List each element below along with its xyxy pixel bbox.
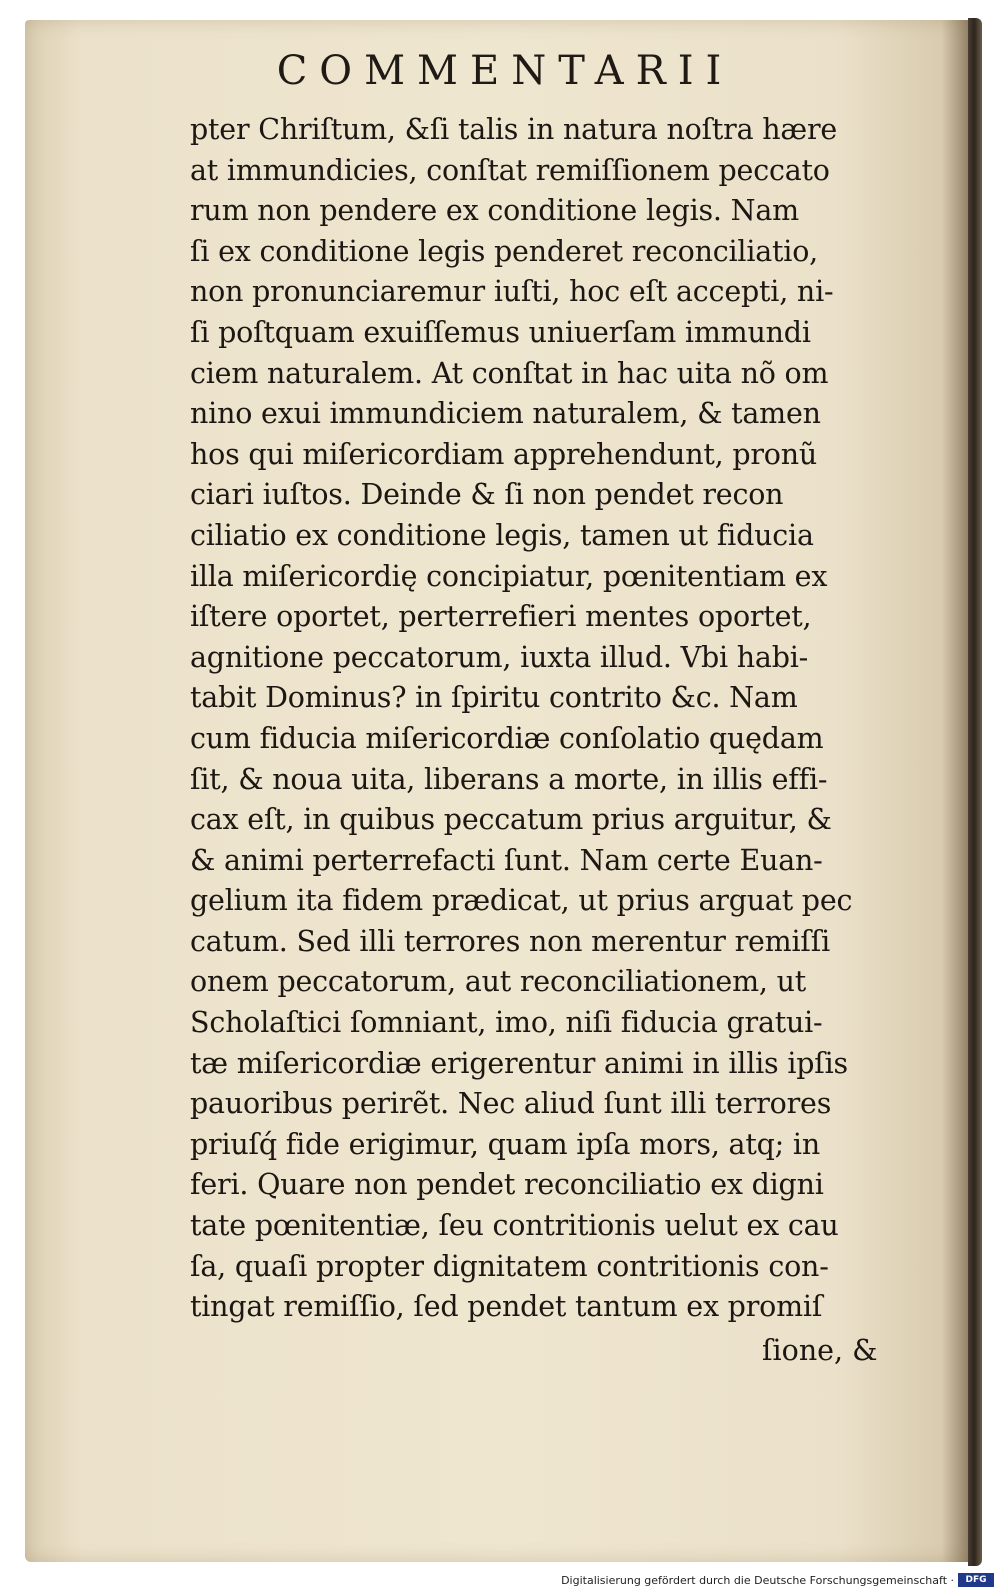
text-line: cax eſt, in quibus peccatum prius arguitur, &	[190, 803, 832, 837]
text-line: ciliatio ex conditione legis, tamen ut fiducia	[190, 518, 814, 552]
text-line: ciari iuſtos. Deinde & ſi non pendet recon	[190, 478, 784, 512]
text-line: ſa, quaſi propter dignitatem contritionis con-	[190, 1249, 829, 1283]
text-line: & animi perterrefacti ſunt. Nam certe Euan-	[190, 843, 823, 877]
text-line: nino exui immundiciem naturalem, & tamen	[190, 397, 821, 431]
text-line: agnitione peccatorum, iuxta illud. Vbi habi-	[190, 640, 809, 674]
text-line: ſi poſtquam exuiſſemus uniuerſam immundi	[190, 315, 811, 349]
text-line: non pronunciaremur iuſti, hoc eſt accepti, ni-	[190, 275, 834, 309]
text-line: ſit, & noua uita, liberans a morte, in illis effi-	[190, 762, 828, 796]
text-line: onem peccatorum, aut reconciliationem, ut	[190, 965, 807, 999]
text-line: ſi ex conditione legis penderet reconciliatio,	[190, 234, 819, 268]
footer-bar	[0, 1568, 1000, 1594]
text-line: iſtere oportet, perterrefieri mentes oportet,	[190, 600, 812, 634]
text-line: priuſq́ fide erigimur, quam ipſa mors, atq; in	[190, 1127, 820, 1161]
page-edge	[968, 18, 982, 1566]
body-text	[190, 110, 920, 1328]
text-line: tabit Dominus? in ſpiritu contrito &c. Nam	[190, 681, 798, 715]
text-line: ciem naturalem. At conſtat in hac uita nõ om	[190, 356, 829, 390]
text-line: cum fiducia miſericordiæ conſolatio quędam	[190, 721, 824, 755]
text-line: at immundicies, conſtat remiſſionem peccato	[190, 153, 830, 187]
text-line: Scholaſtici ſomniant, imo, niſi fiducia gratui-	[190, 1006, 823, 1040]
text-line: pter Chriſtum, &ſi talis in natura noſtra hære	[190, 113, 838, 146]
text-line: tæ miſericordiæ erigerentur animi in illis ipſis	[190, 1046, 848, 1080]
text-line: feri. Quare non pendet reconciliatio ex digni	[190, 1168, 824, 1202]
text-line: catum. Sed illi terrores non merentur remiſſi	[190, 924, 831, 958]
text-line: pauoribus perirẽt. Nec aliud ſunt illi terrores	[190, 1087, 832, 1121]
text-line: hos qui miſericordiam apprehendunt, pronũ	[190, 437, 818, 471]
text-line: gelium ita fidem prædicat, ut prius arguat pec	[190, 884, 853, 918]
running-head: COMMENTARII	[276, 48, 734, 94]
text-line: tate pœnitentiæ, ſeu contritionis uelut ex cau	[190, 1209, 839, 1243]
text-line: rum non pendere ex conditione legis. Nam	[190, 194, 799, 228]
catchword: ſione, &	[762, 1334, 878, 1367]
funding-credit: Digitalisierung gefördert durch die Deutsche Forschungsgemeinschaft ·	[561, 1574, 954, 1587]
text-line: illa miſericordię concipiatur, pœnitentiam ex	[190, 559, 828, 593]
text-line: tingat remiſſio, ſed pendet tantum ex promiſ	[190, 1290, 823, 1324]
dfg-logo: DFG	[958, 1573, 994, 1587]
